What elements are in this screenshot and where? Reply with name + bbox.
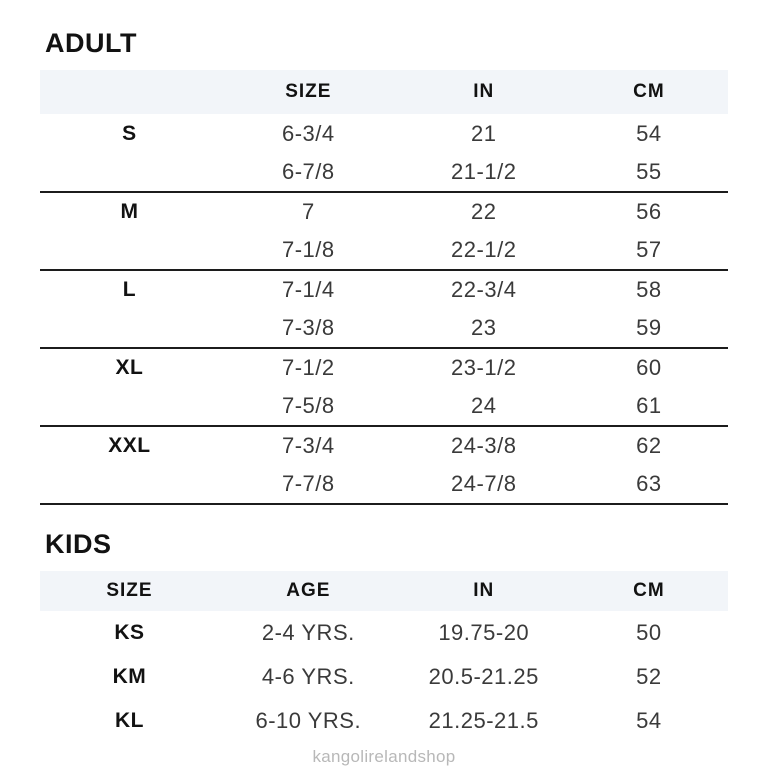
cm-cell: 57 (570, 231, 728, 270)
table-row (40, 348, 728, 387)
cm-cell: 50 (636, 620, 662, 645)
size-label-cell (40, 387, 219, 426)
size-label-cell: XXL (108, 434, 151, 457)
size-label-cell: KL (114, 709, 144, 732)
hat-size-cell: 7-5/8 (219, 387, 398, 426)
column-header-in: IN (398, 70, 570, 114)
cm-cell: 58 (636, 277, 662, 302)
table-row (40, 387, 728, 426)
shop-watermark: kangolirelandshop (312, 747, 456, 766)
inches-cell: 22-1/2 (398, 231, 570, 270)
table-row (40, 611, 728, 655)
kids-section-title: KIDS (45, 529, 112, 559)
inches-cell: 20.5-21.25 (428, 664, 539, 689)
cm-cell: 54 (636, 120, 662, 146)
header-row (40, 70, 728, 114)
kids-size-table (40, 571, 728, 743)
column-header-size: SIZE (40, 571, 219, 611)
size-label-cell: XL (115, 356, 144, 379)
table-row (40, 270, 728, 309)
inches-cell: 21-1/2 (398, 153, 570, 192)
table-row (40, 655, 728, 699)
hat-size-cell: 7-1/8 (219, 231, 398, 270)
size-label-cell: M (120, 200, 139, 223)
cm-cell: 59 (570, 309, 728, 348)
table-row (40, 699, 728, 743)
table-row (40, 114, 728, 153)
adult-size-table (40, 70, 728, 505)
cm-cell: 60 (636, 355, 662, 380)
inches-cell: 19.75-20 (438, 620, 530, 645)
hat-size-cell: 6-3/4 (281, 120, 335, 146)
cm-cell: 63 (570, 465, 728, 504)
cm-cell: 52 (636, 664, 662, 689)
inches-cell: 24-3/8 (451, 433, 517, 458)
age-cell: 6-10 YRS. (255, 708, 362, 733)
adult-table-header (40, 70, 728, 114)
size-label-cell (40, 153, 219, 192)
hat-size-cell: 7 (301, 199, 315, 224)
age-cell: 4-6 YRS. (261, 664, 355, 689)
header-row (40, 571, 728, 611)
table-row (40, 192, 728, 231)
inches-cell: 22-3/4 (451, 277, 517, 302)
inches-cell: 23-1/2 (451, 355, 517, 380)
cm-cell: 62 (636, 433, 662, 458)
table-row (40, 153, 728, 192)
size-label-cell: KM (112, 665, 147, 688)
inches-cell: 21 (471, 120, 497, 146)
inches-cell: 24-7/8 (398, 465, 570, 504)
column-header-age: AGE (219, 571, 398, 611)
inches-cell: 23 (398, 309, 570, 348)
cm-cell: 56 (636, 199, 662, 224)
kids-table-header (40, 571, 728, 611)
hat-size-cell: 7-1/2 (281, 355, 335, 380)
table-row (40, 309, 728, 348)
table-row (40, 231, 728, 270)
hat-size-cell: 7-1/4 (281, 277, 335, 302)
size-label-cell: S (122, 121, 137, 145)
column-header-in: IN (398, 571, 570, 611)
size-label-cell (40, 309, 219, 348)
hat-size-cell: 7-3/8 (219, 309, 398, 348)
column-header-size: SIZE (219, 70, 398, 114)
inches-cell: 21.25-21.5 (428, 708, 539, 733)
size-label-cell: L (122, 278, 137, 301)
inches-cell: 22 (471, 199, 497, 224)
hat-size-cell: 7-3/4 (281, 433, 335, 458)
hat-size-cell: 6-7/8 (219, 153, 398, 192)
column-header-cm: CM (570, 571, 728, 611)
inches-cell: 24 (398, 387, 570, 426)
cm-cell: 55 (570, 153, 728, 192)
table-row (40, 426, 728, 465)
adult-section-title: ADULT (45, 28, 137, 58)
column-header-blank (40, 70, 219, 114)
column-header-cm: CM (570, 70, 728, 114)
cm-cell: 54 (636, 708, 662, 733)
size-label-cell (40, 231, 219, 270)
size-label-cell (40, 465, 219, 504)
size-label-cell: KS (114, 621, 145, 644)
table-row (40, 465, 728, 504)
age-cell: 2-4 YRS. (261, 620, 355, 645)
hat-size-cell: 7-7/8 (219, 465, 398, 504)
cm-cell: 61 (570, 387, 728, 426)
